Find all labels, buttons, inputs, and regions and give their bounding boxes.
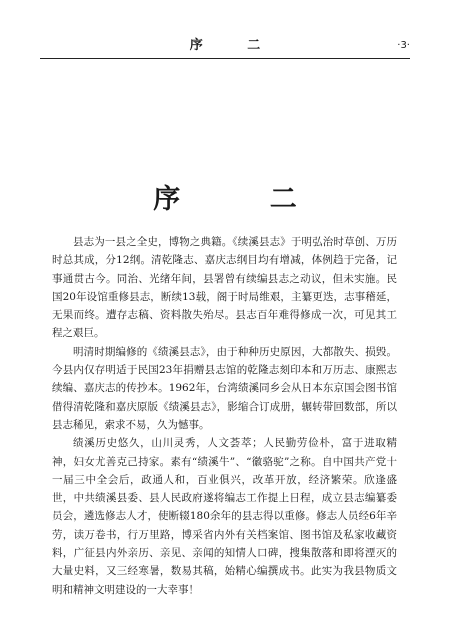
running-header [40, 38, 410, 54]
header-rule [40, 58, 410, 59]
body-text [52, 233, 397, 599]
paragraph: 县志为一县之全史，博物之典籍。《续溪县志》于明弘治时草创、万历时总其成，分12纲。清乾隆志、嘉庆志纲目均有增减，体例趋于完备，记事通贯古今。同治、光绪年间，县署曾有续编县志之动议，但未实施。民国20年设馆重修县志，断续13载，阁于时局维艰，主纂更迭，志事稽延，无果而终。遭存志稿、资料散失殆尽。县志百年难得修成一次，可见其工程之艰巨。 [52, 236, 397, 340]
chapter-title: 序 二 [153, 184, 337, 215]
paragraph: 绩溪历史悠久，山川灵秀，人文荟萃；人民勤劳俭朴，富于进取精神，妇女尤善克己持家。素有“绩溪牛”、“徽骆驼”之称。自中国共产党十一届三中全会后，政通人和，百业俱兴，改革开放，经济繁荣。欣逢盛世，中共绩溪县委、县人民政府遂将编志工作提上日程，成立县志编纂委员会，遴选修志人才，使断辍180余年的县志得以重修。修志人员经6年辛劳，读万卷书，行万里路，博采省内外有关档案馆、图书馆及私家收藏资料，广征县内外亲历、亲见、亲闻的知情人口碑，搜集散落和即将湮灭的大量史料，又三经寒暑，数易其稿，始精心编撰成书。此实为我县物质文明和精神文明建设的一大幸事！ [52, 437, 397, 596]
page-number: ·3· [397, 40, 410, 51]
paragraph: 明清时期编修的《绩溪县志》，由于种种历史原因，大都散失、损毁。今县内仅存明适于民国23年捐赠县志馆的乾隆志刻印本和万历志、康熙志续编、嘉庆志的传抄本。1962年，台湾绩溪同乡会从日本东京国会图书馆借得清乾隆和嘉庆原版《绩溪县志》，影缩合订成册，辗转带回数部，所以县志稀见，索求不易，久为憾事。 [52, 345, 397, 431]
running-title: 序 二 [189, 38, 281, 53]
